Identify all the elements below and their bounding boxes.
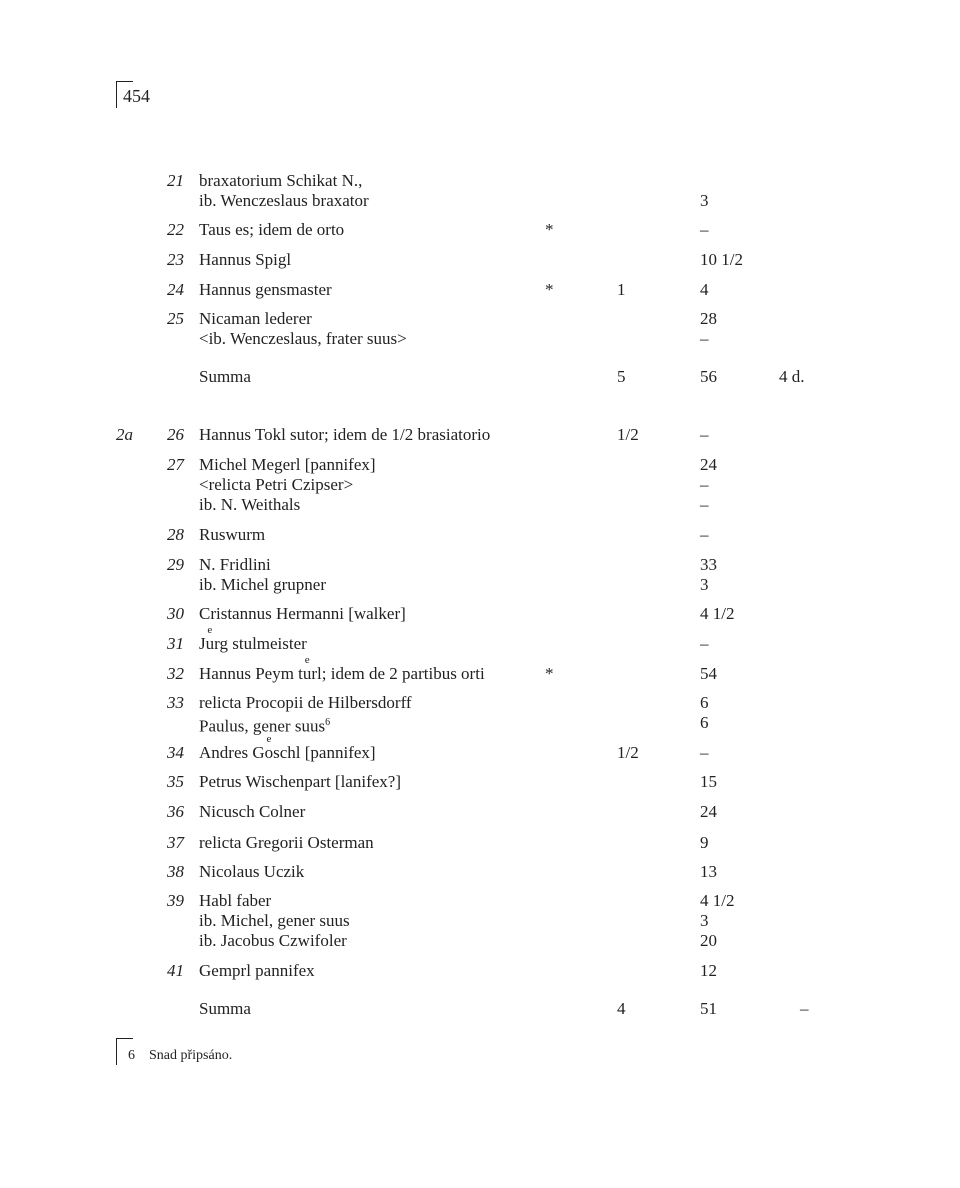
superscript-letter: [264, 733, 274, 762]
text-segment: Hannus Spigl: [199, 250, 292, 269]
entry-row: [0, 474, 960, 496]
entry-number: 35: [167, 772, 184, 791]
entry-row: [0, 219, 960, 241]
entry-number: 28: [167, 525, 184, 544]
text-segment: relicta Procopii de Hilbersdorff: [199, 693, 412, 712]
raised-letter: e: [304, 654, 310, 666]
entry-name: [199, 692, 412, 714]
entry-number: 31: [167, 634, 184, 653]
entry-row: [0, 170, 960, 192]
text-segment: Nicolaus Uczik: [199, 862, 305, 881]
text-segment: rl; idem de 2 partibus orti: [311, 664, 485, 683]
entry-row: [0, 654, 960, 685]
text-segment: Paulus, gener suus: [199, 716, 326, 736]
entry-row: [0, 832, 960, 854]
text-segment: Hannus Tokl sutor; idem de 1/2 brasiatorio: [199, 425, 491, 444]
text-segment: Cristannus Hermanni [walker]: [199, 604, 406, 623]
entry-row: [0, 249, 960, 271]
text-segment: Habl faber: [199, 891, 272, 910]
entry-name: [199, 998, 251, 1020]
raised-letter: e: [207, 624, 213, 636]
entry-row: [0, 733, 960, 764]
value-col-2: 6: [700, 713, 709, 732]
footnote-text: Snad připsáno.: [149, 1048, 233, 1063]
summa-row: [0, 998, 960, 1020]
asterisk-mark: *: [545, 220, 554, 239]
text-segment: Hannus gensmaster: [199, 280, 332, 299]
entry-row: [0, 930, 960, 952]
base-letter: u: [302, 664, 312, 683]
text-segment: ib. Wenczeslaus braxator: [199, 191, 369, 210]
value-col-3: –: [800, 999, 809, 1018]
entry-number: 39: [167, 891, 184, 910]
entry-number: 32: [167, 664, 184, 683]
text-segment: ib. N. Weithals: [199, 495, 301, 514]
footnote-number: 6: [128, 1048, 135, 1063]
summa-row: [0, 366, 960, 388]
value-col-2: 24: [700, 802, 717, 821]
entry-name: [199, 890, 271, 912]
entry-name: [199, 328, 407, 350]
entry-name: [199, 801, 305, 823]
entry-row: [0, 574, 960, 596]
raised-letter: e: [266, 733, 272, 745]
value-col-1: 1: [617, 280, 626, 299]
value-col-2: –: [700, 634, 709, 653]
text-segment: Summa: [199, 367, 251, 386]
value-col-2: –: [700, 220, 709, 239]
entry-name: [199, 424, 490, 446]
text-segment: Gemprl pannifex: [199, 961, 315, 980]
entry-name: [199, 832, 374, 854]
text-segment: Hannus Peym t: [199, 664, 303, 683]
text-segment: Summa: [199, 999, 251, 1018]
entry-number: 25: [167, 309, 184, 328]
entry-name: [199, 249, 291, 271]
value-col-2: –: [700, 495, 709, 514]
text-segment: rg stulmeister: [214, 634, 307, 653]
entry-row: [0, 524, 960, 546]
value-col-2: –: [700, 743, 709, 762]
entry-number: 26: [167, 425, 184, 444]
entry-number: 29: [167, 555, 184, 574]
entry-row: [0, 624, 960, 655]
value-col-2: –: [700, 475, 709, 494]
superscript-letter: [205, 624, 215, 653]
entry-number: 33: [167, 693, 184, 712]
entry-name: [199, 861, 304, 883]
value-col-2: 10 1/2: [700, 250, 743, 269]
base-letter: o: [264, 743, 274, 762]
value-col-2: 3: [700, 191, 709, 210]
entry-number: 22: [167, 220, 184, 239]
entry-name: [199, 494, 300, 516]
value-col-2: 3: [700, 911, 709, 930]
entry-row: [0, 890, 960, 912]
footnote-ref: 6: [325, 717, 331, 728]
text-segment: Ruswurm: [199, 525, 266, 544]
entry-name: [199, 279, 332, 301]
value-col-2: 4: [700, 280, 709, 299]
value-col-2: 4 1/2: [700, 891, 735, 910]
value-col-2: 54: [700, 664, 717, 683]
entry-name: [199, 474, 353, 496]
value-col-1: 1/2: [617, 743, 639, 762]
value-col-2: 28: [700, 309, 717, 328]
value-col-2: 6: [700, 693, 709, 712]
entry-name: [199, 574, 326, 596]
entry-row: [0, 190, 960, 212]
folio-marker: 2a: [116, 425, 133, 444]
text-segment: Taus es; idem de orto: [199, 220, 345, 239]
text-segment: relicta Gregorii Osterman: [199, 833, 374, 852]
entry-number: 41: [167, 961, 184, 980]
entry-row: [0, 692, 960, 714]
entry-row: [0, 801, 960, 823]
entry-number: 30: [167, 604, 184, 623]
value-col-2: 20: [700, 931, 717, 950]
text-segment: Michel Megerl [pannifex]: [199, 455, 376, 474]
text-segment: <ib. Wenczeslaus, frater suus>: [199, 329, 407, 348]
value-col-2: 4 1/2: [700, 604, 735, 623]
entry-number: 24: [167, 280, 184, 299]
value-col-3: 4 d.: [779, 367, 805, 386]
footnote: [128, 1047, 232, 1065]
base-letter: u: [205, 634, 215, 653]
entry-row: [0, 910, 960, 932]
entry-name: [199, 624, 307, 655]
entry-number: 34: [167, 743, 184, 762]
entry-row: [0, 861, 960, 883]
asterisk-mark: *: [545, 664, 554, 683]
text-segment: Andres G: [199, 743, 265, 762]
text-segment: Nicusch Colner: [199, 802, 306, 821]
value-col-2: –: [700, 425, 709, 444]
value-col-2: 24: [700, 455, 717, 474]
value-col-2: 9: [700, 833, 709, 852]
entry-row: [0, 960, 960, 982]
value-col-1: 1/2: [617, 425, 639, 444]
entry-name: [199, 771, 401, 793]
value-col-2: 12: [700, 961, 717, 980]
entry-row: [0, 279, 960, 301]
text-segment: ib. Michel, gener suus: [199, 911, 350, 930]
text-segment: schl [pannifex]: [273, 743, 376, 762]
text-segment: Petrus Wischenpart [lanifex?]: [199, 772, 401, 791]
entry-row: [0, 494, 960, 516]
entry-name: [199, 910, 350, 932]
value-col-1: 4: [617, 999, 626, 1018]
value-col-2: 33: [700, 555, 717, 574]
entry-name: [199, 308, 312, 330]
entry-name: [199, 219, 344, 241]
entry-number: 36: [167, 802, 184, 821]
entry-name: [199, 170, 362, 192]
value-col-2: –: [700, 525, 709, 544]
text-segment: ib. Michel grupner: [199, 575, 326, 594]
entry-row: [0, 603, 960, 625]
entry-name: [199, 366, 251, 388]
entry-name: [199, 733, 376, 764]
text-segment: <relicta Petri Czipser>: [199, 475, 354, 494]
entry-number: 38: [167, 862, 184, 881]
entry-row: [0, 554, 960, 576]
entry-name: [199, 654, 485, 685]
entry-name: [199, 603, 406, 625]
entry-number: 23: [167, 250, 184, 269]
entry-row: [0, 424, 960, 446]
entry-row: [0, 328, 960, 350]
page-number: 454: [123, 86, 150, 106]
text-segment: braxatorium Schikat N.,: [199, 171, 363, 190]
text-segment: Nicaman lederer: [199, 309, 312, 328]
entry-name: [199, 524, 265, 546]
value-col-2: –: [700, 329, 709, 348]
value-col-1: 5: [617, 367, 626, 386]
entry-row: [0, 771, 960, 793]
entry-row: [0, 454, 960, 476]
entry-number: 27: [167, 455, 184, 474]
entry-name: [199, 712, 330, 738]
entry-name: [199, 554, 271, 576]
entry-row: [0, 712, 960, 734]
value-col-2: 15: [700, 772, 717, 791]
entry-row: [0, 308, 960, 330]
entry-name: [199, 454, 376, 476]
entry-name: [199, 190, 369, 212]
entry-name: [199, 960, 315, 982]
text-segment: N. Fridlini: [199, 555, 271, 574]
asterisk-mark: *: [545, 280, 554, 299]
entry-name: [199, 930, 347, 952]
value-col-2: 3: [700, 575, 709, 594]
superscript-letter: [302, 654, 312, 683]
text-segment: ib. Jacobus Czwifoler: [199, 931, 347, 950]
value-col-2: 13: [700, 862, 717, 881]
text-segment: J: [199, 634, 206, 653]
value-col-2: 56: [700, 367, 717, 386]
entry-number: 37: [167, 833, 184, 852]
value-col-2: 51: [700, 999, 717, 1018]
entry-number: 21: [167, 171, 184, 190]
